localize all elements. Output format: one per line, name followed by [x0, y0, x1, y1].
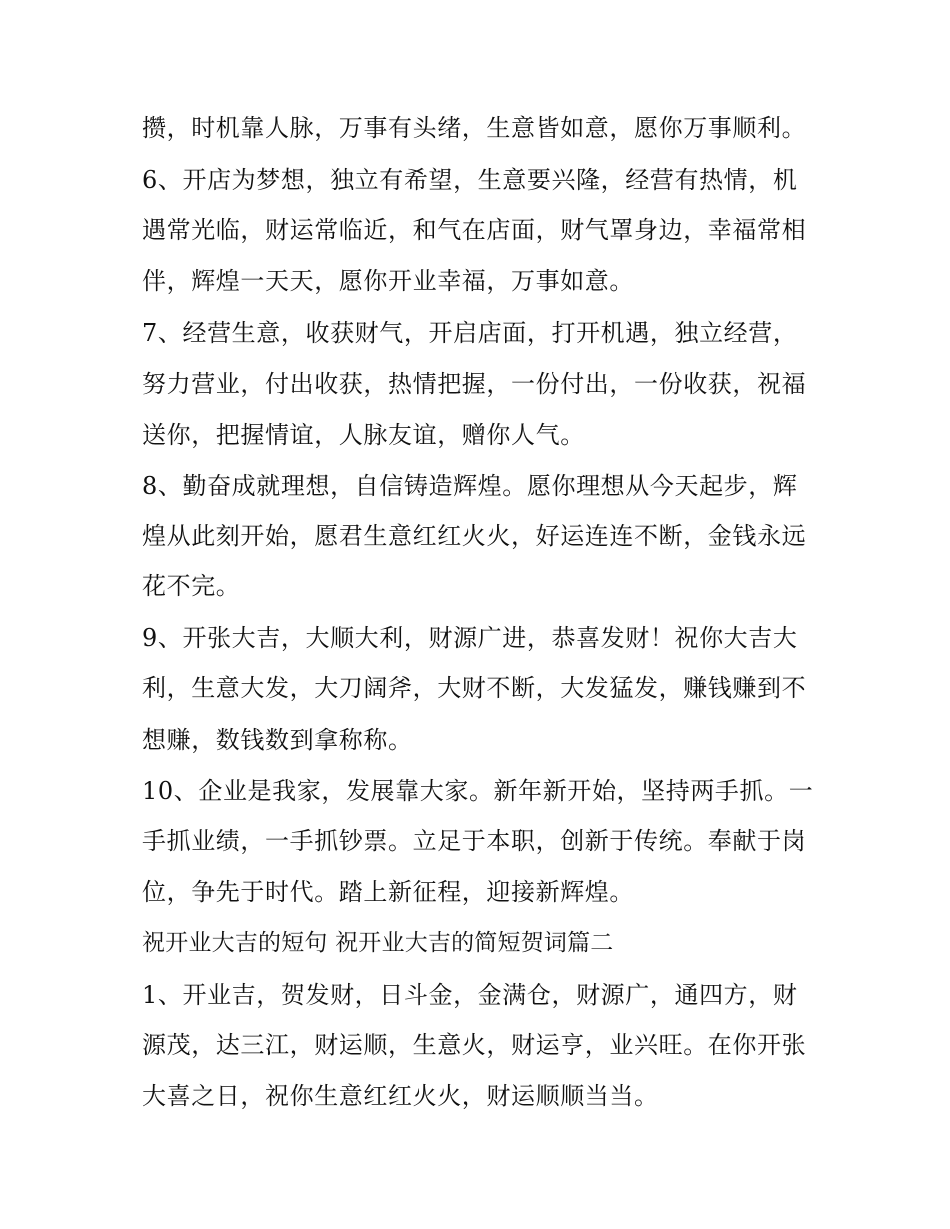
text-line: 攒，时机靠人脉，万事有头绪，生意皆如意，愿你万事顺利。: [142, 114, 807, 142]
text-line: 伴，辉煌一天天，愿你开业幸福，万事如意。: [142, 267, 634, 295]
text-line: 10、企业是我家，发展靠大家。新年新开始，坚持两手抓。一: [142, 777, 814, 805]
text-line: 1、开业吉，贺发财，日斗金，金满仓，财源广，通四方，财: [142, 981, 798, 1009]
section-heading: 祝开业大吉的短句 祝开业大吉的简短贺词篇二: [142, 930, 614, 956]
text-line: 源茂，达三江，财运顺，生意火，财运亨，业兴旺。在你开张: [142, 1031, 807, 1059]
text-line: 送你，把握情谊，人脉友谊，赠你人气。: [142, 421, 585, 449]
text-line: 8、勤奋成就理想，自信铸造辉煌。愿你理想从今天起步，辉: [142, 472, 798, 500]
text-line: 遇常光临，财运常临近，和气在店面，财气罩身边，幸福常相: [142, 216, 807, 244]
text-line: 努力营业，付出收获，热情把握，一份付出，一份收获，祝福: [142, 370, 807, 398]
text-line: 煌从此刻开始，愿君生意红红火火，好运连连不断，金钱永远: [142, 522, 807, 550]
text-line: 利，生意大发，大刀阔斧，大财不断，大发猛发，赚钱赚到不: [142, 674, 807, 702]
text-line: 花不完。: [142, 572, 241, 600]
text-line: 7、经营生意，收获财气，开启店面，打开机遇，独立经营，: [142, 319, 798, 347]
text-line: 手抓业绩，一手抓钞票。立足于本职，创新于传统。奉献于岗: [142, 827, 807, 855]
text-line: 想赚，数钱数到拿称称。: [142, 726, 413, 754]
text-line: 9、开张大吉，大顺大利，财源广进，恭喜发财！祝你大吉大: [142, 624, 798, 652]
text-line: 位，争先于时代。踏上新征程，迎接新辉煌。: [142, 878, 634, 906]
text-line: 大喜之日，祝你生意红红火火，财运顺顺当当。: [142, 1082, 659, 1110]
text-line: 6、开店为梦想，独立有希望，生意要兴隆，经营有热情，机: [142, 166, 798, 194]
